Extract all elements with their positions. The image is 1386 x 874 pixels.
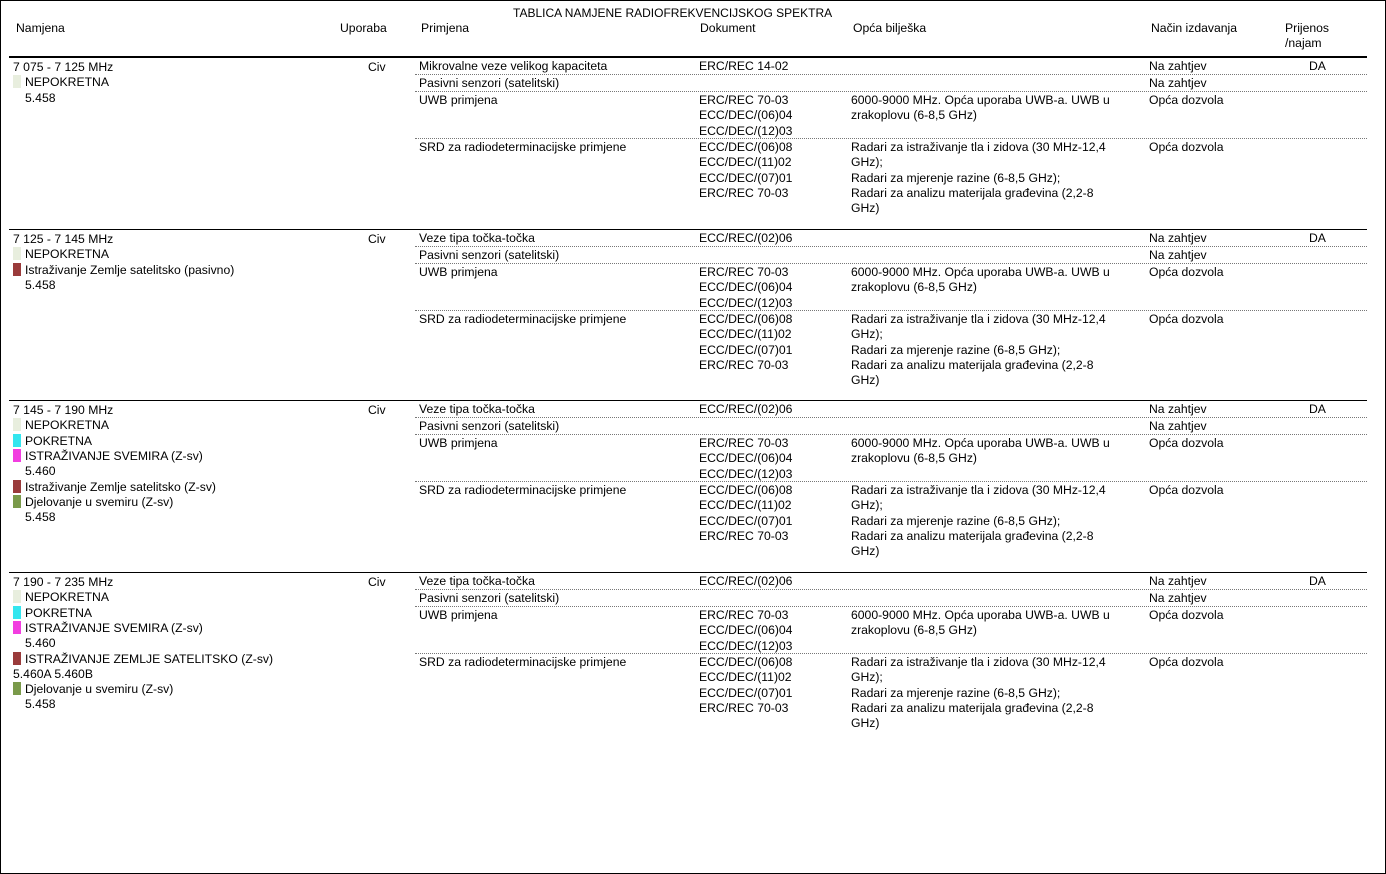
row-separator — [415, 606, 1367, 607]
general-note-line: zrakoplovu (6-8,5 GHz) — [851, 108, 977, 123]
general-note-line: Radari za analizu materijala građevina (2,2-8 — [851, 700, 1094, 715]
service-allocation — [13, 590, 109, 605]
document-list — [699, 608, 792, 654]
general-note-line: GHz); — [851, 155, 883, 170]
document-list — [699, 483, 792, 544]
block-divider — [9, 400, 1367, 401]
service-allocation — [13, 75, 109, 90]
service-label: Djelovanje u svemiru (Z-sv) — [25, 494, 174, 509]
general-note — [851, 655, 1141, 731]
row-separator — [415, 91, 1367, 92]
application-name: Pasivni senzori (satelitski) — [419, 248, 560, 262]
uporaba-value: Civ — [368, 60, 386, 74]
service-label: NEPOKRETNA — [25, 418, 109, 433]
service-allocation — [13, 652, 273, 667]
table-title: TABLICA NAMJENE RADIOFREKVENCIJSKOG SPEKTRA — [513, 6, 833, 20]
service-color-swatch — [13, 247, 21, 260]
general-note-line: GHz) — [851, 373, 880, 388]
header-primjena: Primjena — [421, 21, 470, 35]
document-reference: ECC/DEC/(12)03 — [699, 466, 793, 481]
header-namjena: Namjena — [16, 21, 65, 35]
service-color-swatch — [13, 495, 21, 508]
application-name: Mikrovalne veze velikog kapaciteta — [419, 59, 608, 73]
document-list — [699, 655, 792, 716]
uporaba-value: Civ — [368, 232, 386, 246]
general-note — [851, 312, 1141, 388]
general-note-line: Radari za analizu materijala građevina (2,2-8 — [851, 185, 1094, 200]
application-name: Pasivni senzori (satelitski) — [419, 76, 560, 90]
issuance-method: Opća dozvola — [1149, 608, 1224, 622]
document-reference: ECC/DEC/(07)01 — [699, 685, 793, 700]
document-reference: ECC/DEC/(11)02 — [699, 670, 792, 685]
application-name: SRD za radiodeterminacijske primjene — [419, 655, 627, 669]
header-prijenos-najam — [1285, 21, 1329, 52]
header-uporaba: Uporaba — [340, 21, 387, 35]
service-label: Istraživanje Zemlje satelitsko (Z-sv) — [25, 479, 216, 494]
document-list — [699, 93, 792, 139]
row-separator — [415, 138, 1367, 139]
issuance-method: Na zahtjev — [1149, 248, 1207, 262]
footnote-reference: 5.460A 5.460B — [13, 666, 93, 681]
document-reference: ECC/DEC/(06)08 — [699, 483, 793, 497]
issuance-method: Na zahtjev — [1149, 574, 1207, 588]
service-color-swatch — [13, 449, 21, 462]
application-name: Pasivni senzori (satelitski) — [419, 591, 560, 605]
general-note — [851, 265, 1141, 296]
general-note-line: 6000-9000 MHz. Opća uporaba UWB-a. UWB u — [851, 93, 1110, 107]
service-label: NEPOKRETNA — [25, 75, 109, 90]
document-reference: ECC/DEC/(06)04 — [699, 280, 793, 295]
service-allocation — [13, 449, 203, 464]
document-reference: ERC/REC 70-03 — [699, 265, 789, 279]
footnote-reference: 5.458 — [25, 697, 56, 712]
row-separator — [415, 310, 1367, 311]
service-color-swatch — [13, 263, 21, 276]
issuance-method: Opća dozvola — [1149, 312, 1224, 326]
service-allocation — [13, 263, 234, 278]
header-nacin-izdavanja: Način izdavanja — [1151, 21, 1238, 35]
general-note-line: GHz); — [851, 327, 883, 342]
general-note-line: Radari za mjerenje razine (6-8,5 GHz); — [851, 513, 1061, 528]
service-label: NEPOKRETNA — [25, 590, 109, 605]
application-name: Veze tipa točka-točka — [419, 402, 535, 416]
document-reference: ERC/REC 70-03 — [699, 608, 789, 622]
application-name: UWB primjena — [419, 608, 498, 622]
header-dokument: Dokument — [700, 21, 756, 35]
document-reference: ECC/DEC/(06)08 — [699, 312, 793, 326]
document-reference: ECC/DEC/(06)08 — [699, 140, 793, 154]
service-label: ISTRAŽIVANJE SVEMIRA (Z-sv) — [25, 620, 203, 635]
frequency-range: 7 125 - 7 145 MHz — [13, 232, 114, 246]
row-separator — [415, 653, 1367, 654]
application-name: Veze tipa točka-točka — [419, 574, 535, 588]
header-opca-biljeska: Opća bilješka — [853, 21, 927, 35]
service-allocation — [13, 247, 109, 262]
row-separator — [415, 263, 1367, 264]
general-note-line: GHz) — [851, 716, 880, 731]
general-note-line: Radari za mjerenje razine (6-8,5 GHz); — [851, 342, 1061, 357]
application-name: Pasivni senzori (satelitski) — [419, 419, 560, 433]
document-list — [699, 140, 792, 201]
document-reference: ECC/DEC/(06)08 — [699, 655, 793, 669]
service-color-swatch — [13, 418, 21, 431]
uporaba-value: Civ — [368, 403, 386, 417]
frequency-range: 7 075 - 7 125 MHz — [13, 60, 114, 74]
application-name: Veze tipa točka-točka — [419, 231, 535, 245]
issuance-method: Opća dozvola — [1149, 483, 1224, 497]
document-reference: ECC/DEC/(07)01 — [699, 342, 793, 357]
uporaba-value: Civ — [368, 575, 386, 589]
document-list — [699, 574, 792, 589]
header-prijenos-line-2: /najam — [1285, 36, 1322, 51]
document-reference: ERC/REC 70-03 — [699, 700, 789, 715]
document-reference: ECC/DEC/(12)03 — [699, 295, 793, 310]
service-color-swatch — [13, 621, 21, 634]
document-reference: ERC/REC 14-02 — [699, 59, 789, 73]
service-allocation — [13, 621, 203, 636]
service-allocation — [13, 495, 173, 510]
row-separator — [415, 417, 1367, 418]
transfer-lease-flag: DA — [1309, 402, 1326, 416]
issuance-method: Opća dozvola — [1149, 436, 1224, 450]
issuance-method: Opća dozvola — [1149, 655, 1224, 669]
general-note-line: Radari za istraživanje tla i zidova (30 MHz-12,4 — [851, 655, 1106, 669]
service-label: ISTRAŽIVANJE ZEMLJE SATELITSKO (Z-sv) — [25, 651, 274, 666]
block-divider — [9, 229, 1367, 230]
document-reference: ECC/REC/(02)06 — [699, 231, 793, 245]
document-reference: ECC/DEC/(12)03 — [699, 123, 793, 138]
issuance-method: Opća dozvola — [1149, 140, 1224, 154]
general-note — [851, 483, 1141, 559]
service-color-swatch — [13, 75, 21, 88]
general-note-line: Radari za mjerenje razine (6-8,5 GHz); — [851, 170, 1061, 185]
service-label: Djelovanje u svemiru (Z-sv) — [25, 682, 174, 697]
general-note-line: 6000-9000 MHz. Opća uporaba UWB-a. UWB u — [851, 436, 1110, 450]
document-reference: ECC/REC/(02)06 — [699, 574, 793, 588]
general-note-line: GHz) — [851, 544, 880, 559]
document-list — [699, 59, 788, 74]
frequency-range: 7 145 - 7 190 MHz — [13, 403, 114, 417]
service-allocation — [13, 682, 173, 697]
issuance-method: Na zahtjev — [1149, 231, 1207, 245]
document-reference: ECC/DEC/(07)01 — [699, 170, 793, 185]
general-note-line: zrakoplovu (6-8,5 GHz) — [851, 451, 977, 466]
service-allocation — [13, 418, 109, 433]
issuance-method: Na zahtjev — [1149, 591, 1207, 605]
document-reference: ERC/REC 70-03 — [699, 185, 789, 200]
document-reference: ECC/DEC/(11)02 — [699, 327, 792, 342]
general-note — [851, 436, 1141, 467]
application-name: SRD za radiodeterminacijske primjene — [419, 483, 627, 497]
service-allocation — [13, 434, 92, 449]
footnote-reference: 5.458 — [25, 510, 56, 525]
service-color-swatch — [13, 480, 21, 493]
general-note — [851, 608, 1141, 639]
row-separator — [415, 246, 1367, 247]
general-note-line: Radari za analizu materijala građevina (2,2-8 — [851, 357, 1094, 372]
service-color-swatch — [13, 434, 21, 447]
service-label: POKRETNA — [25, 433, 93, 448]
issuance-method: Opća dozvola — [1149, 93, 1224, 107]
service-allocation — [13, 480, 216, 495]
service-label: Istraživanje Zemlje satelitsko (pasivno) — [25, 262, 235, 277]
service-label: POKRETNA — [25, 605, 93, 620]
issuance-method: Na zahtjev — [1149, 419, 1207, 433]
service-label: NEPOKRETNA — [25, 247, 109, 262]
document-reference: ERC/REC 70-03 — [699, 436, 789, 450]
service-color-swatch — [13, 606, 21, 619]
transfer-lease-flag: DA — [1309, 574, 1326, 588]
document-reference: ECC/DEC/(07)01 — [699, 513, 793, 528]
general-note-line: GHz) — [851, 201, 880, 216]
row-separator — [415, 481, 1367, 482]
footnote-reference: 5.458 — [25, 90, 56, 105]
document-reference: ECC/REC/(02)06 — [699, 402, 793, 416]
document-reference: ERC/REC 70-03 — [699, 357, 789, 372]
general-note-line: GHz); — [851, 670, 883, 685]
row-separator — [415, 589, 1367, 590]
issuance-method: Na zahtjev — [1149, 402, 1207, 416]
general-note-line: Radari za analizu materijala građevina (2,2-8 — [851, 528, 1094, 543]
application-name: SRD za radiodeterminacijske primjene — [419, 312, 627, 326]
general-note — [851, 140, 1141, 216]
document-list — [699, 312, 792, 373]
general-note-line: Radari za istraživanje tla i zidova (30 MHz-12,4 — [851, 483, 1106, 497]
application-name: SRD za radiodeterminacijske primjene — [419, 140, 627, 154]
service-label: ISTRAŽIVANJE SVEMIRA (Z-sv) — [25, 448, 203, 463]
document-list — [699, 436, 792, 482]
header-prijenos-line-1: Prijenos — [1285, 21, 1330, 35]
frequency-range: 7 190 - 7 235 MHz — [13, 575, 114, 589]
application-name: UWB primjena — [419, 436, 498, 450]
document-reference: ECC/DEC/(11)02 — [699, 155, 792, 170]
application-name: UWB primjena — [419, 265, 498, 279]
document-list — [699, 402, 792, 417]
footnote-reference: 5.460 — [25, 636, 56, 651]
issuance-method: Opća dozvola — [1149, 265, 1224, 279]
general-note — [851, 93, 1141, 124]
general-note-line: zrakoplovu (6-8,5 GHz) — [851, 623, 977, 638]
general-note-line: Radari za istraživanje tla i zidova (30 MHz-12,4 — [851, 312, 1106, 326]
application-name: UWB primjena — [419, 93, 498, 107]
document-reference: ECC/DEC/(06)04 — [699, 108, 793, 123]
general-note-line: Radari za istraživanje tla i zidova (30 MHz-12,4 — [851, 140, 1106, 154]
document-reference: ERC/REC 70-03 — [699, 93, 789, 107]
issuance-method: Na zahtjev — [1149, 59, 1207, 73]
issuance-method: Na zahtjev — [1149, 76, 1207, 90]
service-allocation — [13, 606, 92, 621]
document-reference: ECC/DEC/(11)02 — [699, 498, 792, 513]
block-divider — [9, 57, 1367, 58]
document-reference: ECC/DEC/(12)03 — [699, 638, 793, 653]
block-divider — [9, 572, 1367, 573]
document-list — [699, 265, 792, 311]
document-reference: ECC/DEC/(06)04 — [699, 623, 793, 638]
footnote-reference: 5.458 — [25, 277, 56, 292]
service-color-swatch — [13, 590, 21, 603]
general-note-line: 6000-9000 MHz. Opća uporaba UWB-a. UWB u — [851, 608, 1110, 622]
transfer-lease-flag: DA — [1309, 59, 1326, 73]
transfer-lease-flag: DA — [1309, 231, 1326, 245]
document-list — [699, 231, 792, 246]
row-separator — [415, 434, 1367, 435]
general-note-line: GHz); — [851, 498, 883, 513]
service-color-swatch — [13, 682, 21, 695]
general-note-line: 6000-9000 MHz. Opća uporaba UWB-a. UWB u — [851, 265, 1110, 279]
general-note-line: zrakoplovu (6-8,5 GHz) — [851, 280, 977, 295]
footnote-reference: 5.460 — [25, 464, 56, 479]
row-separator — [415, 74, 1367, 75]
general-note-line: Radari za mjerenje razine (6-8,5 GHz); — [851, 685, 1061, 700]
document-reference: ECC/DEC/(06)04 — [699, 451, 793, 466]
service-color-swatch — [13, 652, 21, 665]
document-reference: ERC/REC 70-03 — [699, 528, 789, 543]
